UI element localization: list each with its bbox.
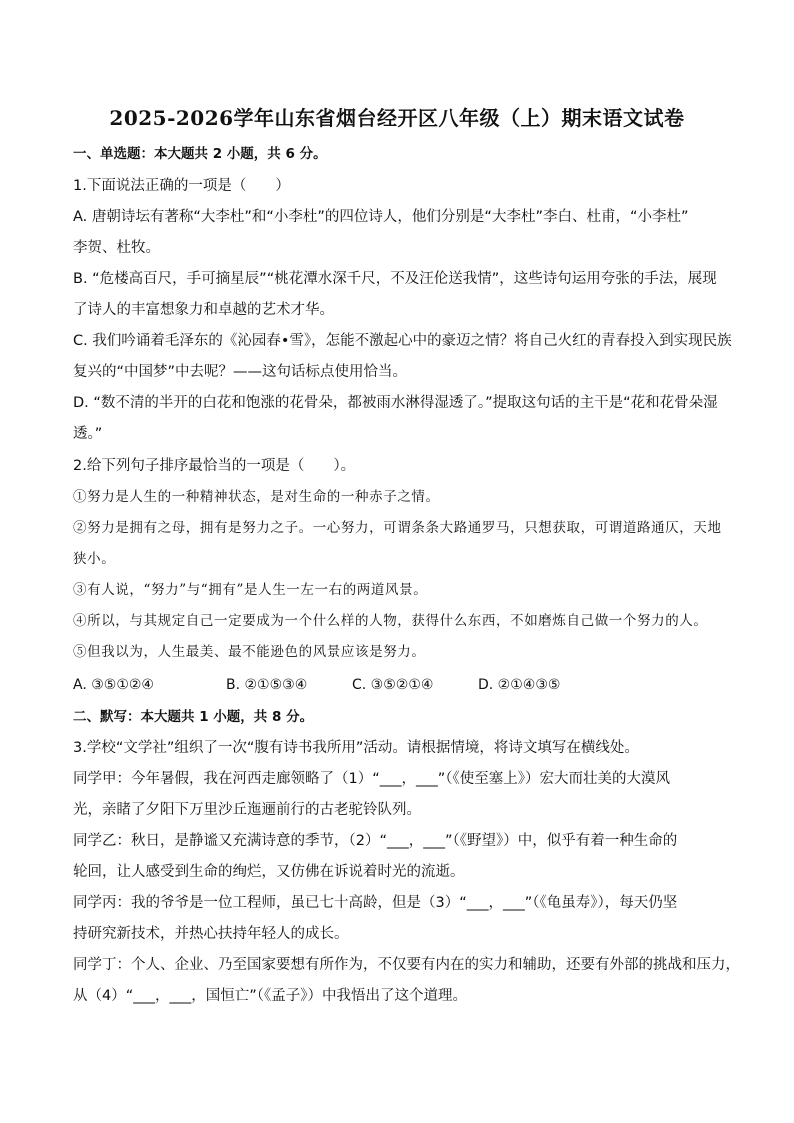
q2-options bbox=[73, 675, 753, 695]
q2-option-d: D. ②①④③⑤ bbox=[478, 677, 561, 693]
q1-option-a-line1: A. 唐朝诗坛有著称“大李杜”和“小李杜”的四位诗人，他们分别是“大李杜”李白、杜甫，“小李杜” bbox=[73, 209, 689, 225]
q2-option-a: A. ③⑤①②④ bbox=[73, 677, 154, 693]
section-heading-dictation: 二、默写：本大题共 1 小题，共 8 分。 bbox=[73, 709, 314, 725]
q2-sentence-5: ⑤但我以为，人生最美、最不能逊色的风景应该是努力。 bbox=[73, 644, 426, 660]
q3-student-d-line2: 从（4）“___，___，国恒亡”（《孟子》）中我悟出了这个道理。 bbox=[73, 988, 467, 1004]
q1-option-b-line2: 了诗人的丰富想象力和卓越的艺术才华。 bbox=[73, 302, 334, 318]
page-title: 2025-2026学年山东省烟台经开区八年级（上）期末语文试卷 bbox=[109, 106, 685, 130]
q1-option-d-line2: 透。” bbox=[73, 426, 103, 442]
q2-sentence-1: ①努力是人生的一种精神状态，是对生命的一种赤子之情。 bbox=[73, 489, 440, 505]
q2-sentence-2-line1: ②努力是拥有之母，拥有是努力之子。一心努力，可谓条条大路通罗马，只想获取，可谓道路通仄，天地 bbox=[73, 520, 722, 536]
section-heading-single-choice: 一、单选题：本大题共 2 小题，共 6 分。 bbox=[73, 146, 327, 162]
q2-option-c: C. ③⑤②①④ bbox=[352, 677, 434, 693]
q1-option-a-line2: 李贺、杜牧。 bbox=[73, 240, 160, 256]
q1-option-c-line1: C. 我们吟诵着毛泽东的《沁园春•雪》，怎能不激起心中的豪迈之情？将自己火红的青春投入到实现民族 bbox=[73, 333, 732, 349]
q2-option-b: B. ②①⑤③④ bbox=[226, 677, 308, 693]
q3-intro: 3.学校“文学社”组织了一次“腹有诗书我所用”活动。请根据情境，将诗文填写在横线处。 bbox=[73, 740, 639, 756]
q1-option-b-line1: B. “危楼高百尺，手可摘星辰”“桃花潭水深千尺，不及汪伦送我情”，这些诗句运用夸张的手法，展现 bbox=[73, 271, 717, 287]
q2-sentence-3: ③有人说，“努力”与“拥有”是人生一左一右的两道风景。 bbox=[73, 582, 428, 598]
q3-student-b-line1: 同学乙：秋日，是静谧又充满诗意的季节，（2）“___，___”（《野望》）中，似乎有着一种生命的 bbox=[73, 833, 678, 849]
q2-stem: 2.给下列句子排序最恰当的一项是（ ）。 bbox=[73, 458, 356, 474]
q3-student-c-line1: 同学丙：我的爷爷是一位工程师，虽已七十高龄，但是（3）“___，___”（《龟虽寿》），每天仍坚 bbox=[73, 895, 678, 911]
q2-sentence-2-line2: 狭小。 bbox=[73, 551, 116, 567]
q2-sentence-4: ④所以，与其规定自己一定要成为一个什么样的人物，获得什么东西，不如磨炼自己做一个努力的人。 bbox=[73, 613, 708, 629]
q3-student-c-line2: 持研究新技术，并热心扶持年轻人的成长。 bbox=[73, 926, 349, 942]
q1-stem: 1.下面说法正确的一项是（ ） bbox=[73, 178, 290, 194]
q1-option-c-line2: 复兴的“中国梦”中去呢？——这句话标点使用恰当。 bbox=[73, 364, 408, 380]
q3-student-d-line1: 同学丁：个人、企业、乃至国家要想有所作为，不仅要有内在的实力和辅助，还要有外部的挑战和压力， bbox=[73, 957, 740, 973]
q3-student-a-line2: 光，亲睹了夕阳下万里沙丘迤逦前行的古老驼铃队列。 bbox=[73, 802, 421, 818]
q1-option-d-line1: D. “数不清的半开的白花和饱涨的花骨朵，都被雨水淋得湿透了。”提取这句话的主干是“花和花骨朵湿 bbox=[73, 395, 718, 411]
q3-student-b-line2: 轮回，让人感受到生命的绚烂，又仿佛在诉说着时光的流逝。 bbox=[73, 864, 465, 880]
q3-student-a-line1: 同学甲：今年暑假，我在河西走廊领略了（1）“___，___”（《使至塞上》）宏大而壮美的大漠风 bbox=[73, 771, 670, 787]
